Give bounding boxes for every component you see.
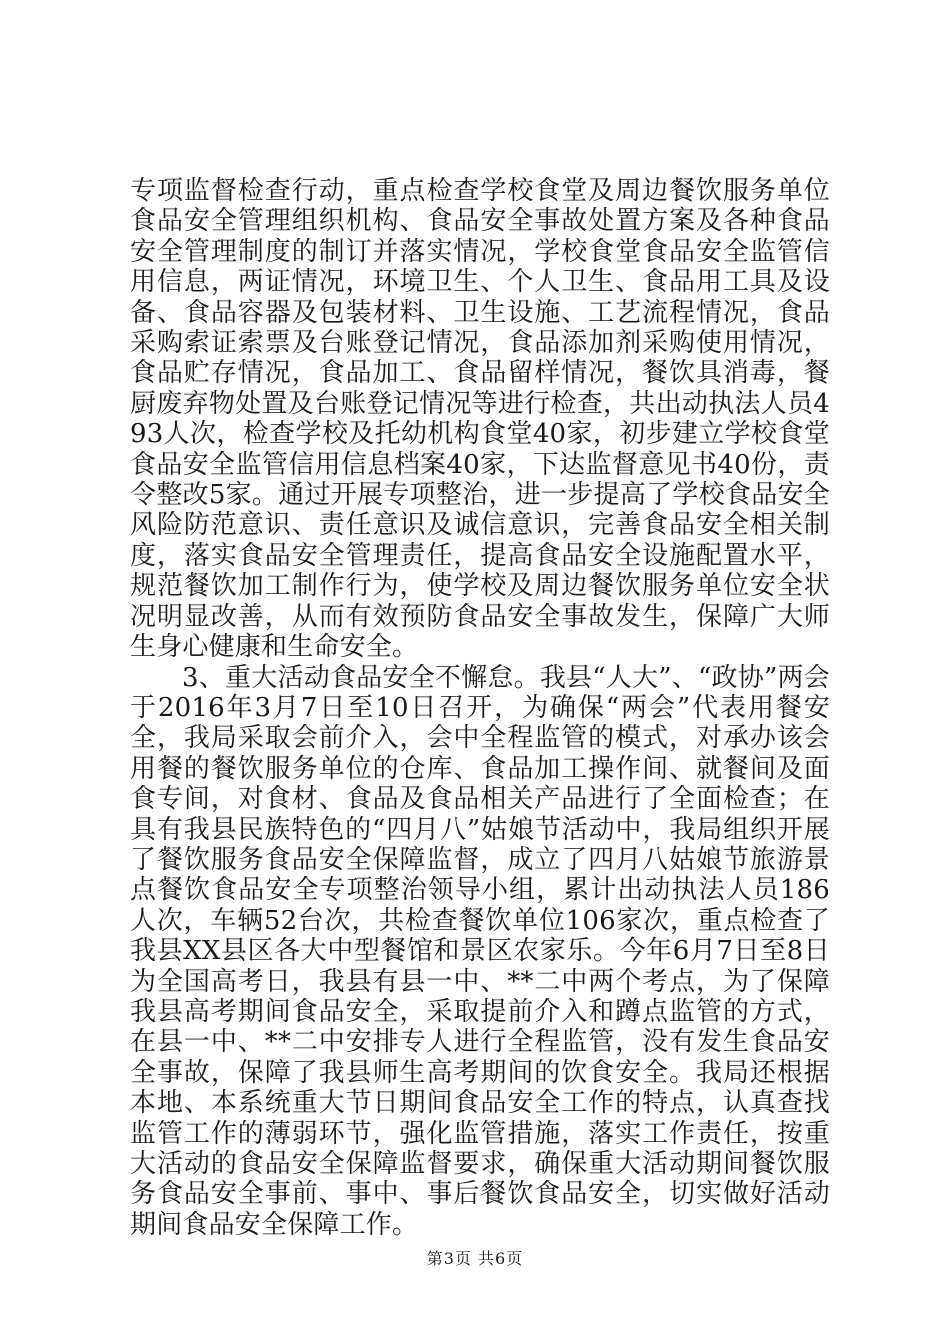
document-body [130, 176, 830, 1240]
paragraph-major-events: 3、重大活动食品安全不懈怠。我县“人大”、“政协”两会于2016年3月7日至10日召开，为确保“两会”代表用餐安全，我局采取会前介入，会中全程监管的模式，对承办该会用餐的餐饮服务单位的仓库、食品加工操作间、就餐间及面食专间，对食材、食品及食品相关产品进行了全面检查；在具有我县民族特色的“四月八”姑娘节活动中，我局组织开展了餐饮服务食品安全保障监督，成立了四月八姑娘节旅游景点餐饮食品安全专项整治领导小组，累计出动执法人员186人次，车辆52台次，共检查餐饮单位106家次，重点检查了我县XX县区各大中型餐馆和景区农家乐。今年6月7日至8日为全国高考日，我县有县一中、**二中两个考点，为了保障我县高考期间食品安全，采取提前介入和蹲点监管的方式，在县一中、**二中安排专人进行全程监管，没有发生食品安全事故，保障了我县师生高考期间的饮食安全。我局还根据本地、本系统重大节日期间食品安全工作的特点，认真查找监管工作的薄弱环节，强化监管措施，落实工作责任，按重大活动的食品安全保障监督要求，确保重大活动期间餐饮服务食品安全事前、事中、事后餐饮食品安全，切实做好活动期间食品安全保障工作。 [130, 662, 830, 1240]
paragraph-continued: 专项监督检查行动，重点检查学校食堂及周边餐饮服务单位食品安全管理组织机构、食品安全事故处置方案及各种食品安全管理制度的制订并落实情况，学校食堂食品安全监管信用信息，两证情况，环境卫生、个人卫生、食品用工具及设备、食品容器及包装材料、卫生设施、工艺流程情况，食品采购索证索票及台账登记情况，食品添加剂采购使用情况，食品贮存情况，食品加工、食品留样情况，餐饮具消毒，餐厨废弃物处置及台账登记情况等进行检查，共出动执法人员493人次，检查学校及托幼机构食堂40家，初步建立学校食堂食品安全监管信用信息档案40家，下达监督意见书40份，责令整改5家。通过开展专项整治，进一步提高了学校食品安全风险防范意识、责任意识及诚信意识，完善食品安全相关制度，落实食品安全管理责任，提高食品安全设施配置水平，规范餐饮加工制作行为，使学校及周边餐饮服务单位安全状况明显改善，从而有效预防食品安全事故发生，保障广大师生身心健康和生命安全。 [130, 176, 830, 663]
page-footer: 第3页 共6页 [426, 1249, 524, 1268]
